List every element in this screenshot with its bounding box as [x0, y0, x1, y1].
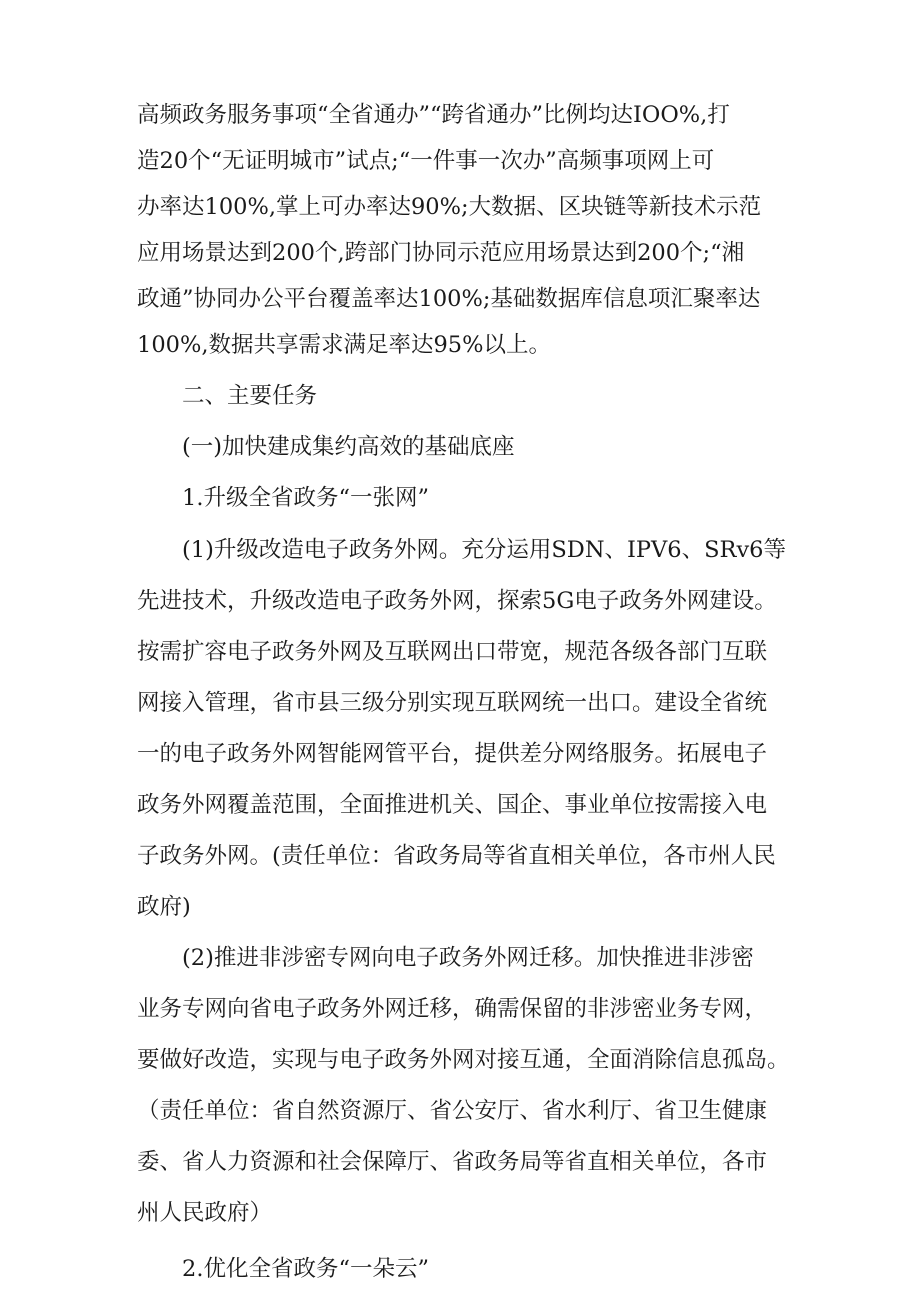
- paragraph-3-line-5: 委、省人力资源和社会保障厅、省政务局等省直相关单位，各市: [137, 1149, 768, 1175]
- paragraph-3-line-2: 业务专网向省电子政务外网迁移，确需保留的非涉密业务专网，: [137, 996, 768, 1022]
- paragraph-1-line-5: 政通”协同办公平台覆盖率达100%;基础数据库信息项汇聚率达: [137, 286, 761, 312]
- paragraph-1-line-1: 高频政务服务事项“全省通办”“跨省通办”比例均达IOO%,打: [137, 102, 730, 128]
- paragraph-1-line-3: 办率达100%,掌上可办率达90%;大数据、区块链等新技术示范: [137, 194, 762, 220]
- paragraph-3-line-3: 要做好改造，实现与电子政务外网对接互通，全面消除信息孤岛。: [137, 1047, 790, 1073]
- section-heading: 二、主要任务: [182, 383, 318, 409]
- paragraph-2-line-6: 政务外网覆盖范围，全面推进机关、国企、事业单位按需接入电: [137, 792, 768, 818]
- paragraph-1-line-6: 100%,数据共享需求满足率达95%以上。: [137, 332, 551, 358]
- paragraph-1-line-4: 应用场景达到200个,跨部门协同示范应用场景达到200个;“湘: [137, 240, 745, 266]
- paragraph-2-line-8: 政府): [137, 894, 191, 920]
- paragraph-3-line-4: （责任单位：省自然资源厅、省公安厅、省水利厅、省卫生健康: [137, 1098, 768, 1124]
- paragraph-2-line-7: 子政务外网。(责任单位：省政务局等省直相关单位，各市州人民: [137, 843, 776, 869]
- item-heading-2: 2.优化全省政务“一朵云”: [182, 1256, 429, 1282]
- paragraph-2-line-4: 网接入管理，省市县三级分别实现互联网统一出口。建设全省统: [137, 690, 768, 716]
- paragraph-2-line-3: 按需扩容电子政务外网及互联网出口带宽，规范各级各部门互联: [137, 639, 768, 665]
- item-heading-1: 1.升级全省政务“一张网”: [182, 485, 429, 511]
- subsection-heading: (一)加快建成集约高效的基础底座: [182, 434, 515, 460]
- paragraph-2-line-5: 一的电子政务外网智能网管平台，提供差分网络服务。拓展电子: [137, 741, 768, 767]
- paragraph-3-line-1: (2)推进非涉密专网向电子政务外网迁移。加快推进非涉密: [182, 945, 754, 971]
- paragraph-1-line-2: 造20个“无证明城市”试点;“一件事一次办”高频事项网上可: [137, 148, 715, 174]
- paragraph-3-line-6: 州人民政府）: [137, 1200, 273, 1226]
- paragraph-2-line-1: (1)升级改造电子政务外网。充分运用SDN、IPV6、SRv6等: [182, 537, 786, 563]
- paragraph-2-line-2: 先进技术，升级改造电子政务外网，探索5G电子政务外网建设。: [137, 588, 777, 614]
